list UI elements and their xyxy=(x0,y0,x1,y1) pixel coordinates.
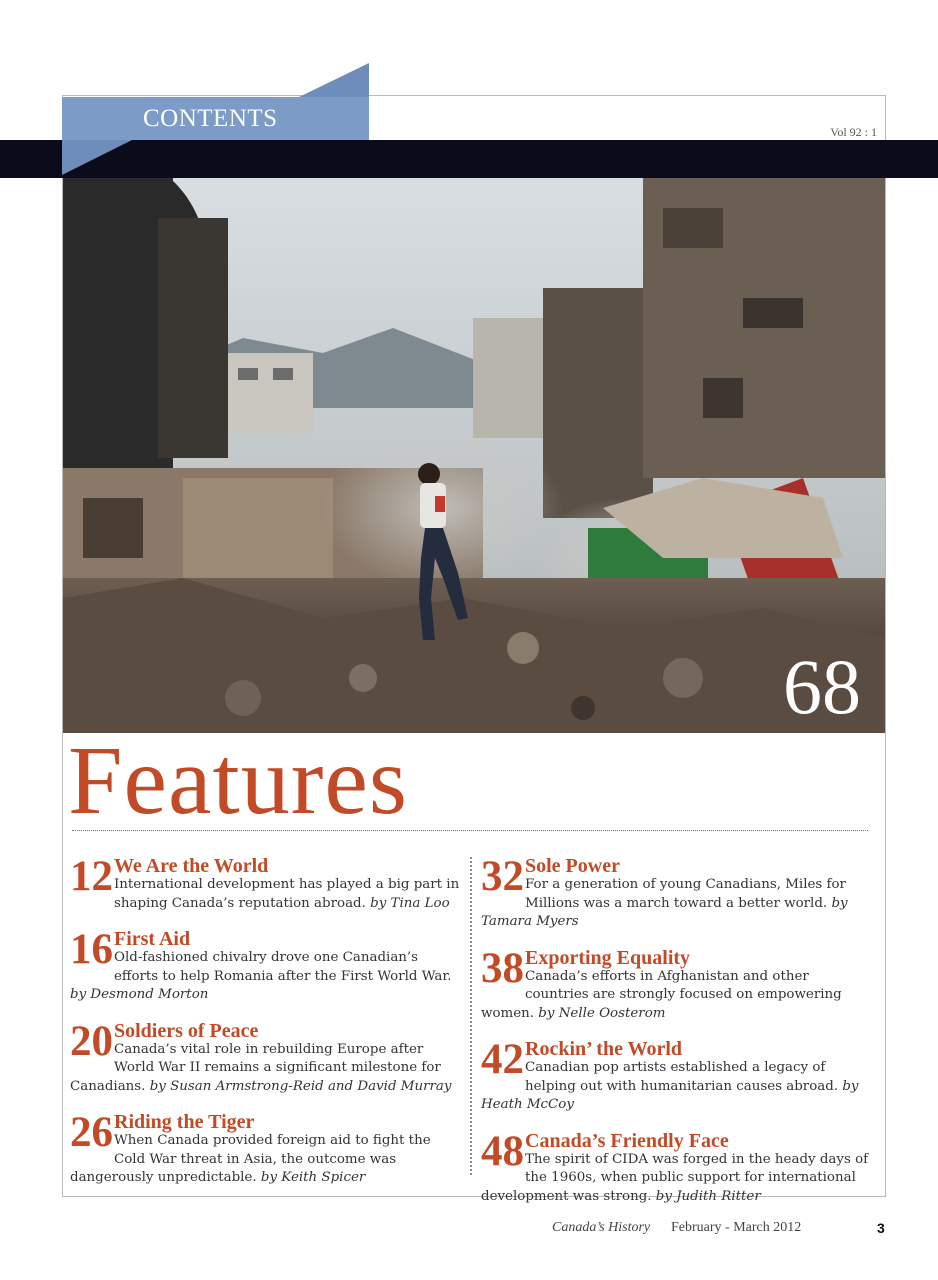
article-byline: by Tina Loo xyxy=(370,895,450,911)
feature-photo xyxy=(63,178,885,733)
article-title[interactable]: Rockin’ the World xyxy=(525,1038,683,1060)
header-bar xyxy=(0,140,938,178)
article-entry[interactable] xyxy=(481,944,871,1024)
article-entry[interactable] xyxy=(481,853,871,932)
article-byline: by Keith Spicer xyxy=(260,1170,366,1185)
article-title[interactable]: First Aid xyxy=(114,928,191,950)
article-page-number: 48 xyxy=(481,1127,524,1175)
article-byline: by Nelle Oosterom xyxy=(538,1005,666,1021)
article-page-number: 42 xyxy=(481,1036,524,1083)
article-description: Canada’s efforts in Afghanistan and other countries are strongly focused on empowering women. xyxy=(481,968,842,1021)
article-title[interactable]: Riding the Tiger xyxy=(114,1111,255,1133)
article-title[interactable]: Exporting Equality xyxy=(525,946,691,969)
footer-page-number: 3 xyxy=(877,1220,885,1236)
article-description: The spirit of CIDA was forged in the heady days of the 1960s, when public support for international development was strong. xyxy=(481,1151,869,1204)
article-entry[interactable] xyxy=(481,1036,871,1115)
footer-issue-date: February - March 2012 xyxy=(671,1220,802,1235)
left-column xyxy=(70,853,460,1188)
article-description: When Canada provided foreign aid to fight the Cold War threat in Asia, the outcome was dangerously unpredictable. xyxy=(70,1133,431,1185)
article-title[interactable]: We Are the World xyxy=(114,855,269,877)
article-byline: by Susan Armstrong-Reid and David Murray xyxy=(149,1078,452,1094)
article-entry[interactable] xyxy=(70,1017,460,1097)
tab-fold-bottom xyxy=(62,140,132,175)
article-page-number: 38 xyxy=(481,944,524,992)
article-description: Old-fashioned chivalry drove one Canadian’s efforts to help Romania after the First World War. xyxy=(114,950,452,984)
article-title[interactable]: Soldiers of Peace xyxy=(114,1019,259,1042)
article-entry[interactable] xyxy=(481,1127,871,1207)
article-description: For a generation of young Canadians, Miles for Millions was a march toward a better world. xyxy=(525,877,846,911)
article-page-number: 32 xyxy=(481,853,524,900)
article-entry[interactable] xyxy=(70,853,460,913)
article-page-number: 26 xyxy=(70,1109,113,1156)
article-byline: by Heath McCoy xyxy=(481,1078,859,1112)
article-page-number: 20 xyxy=(70,1017,113,1065)
article-page-number: 16 xyxy=(70,926,113,973)
article-description: Canada’s vital role in rebuilding Europe after World War II remains a significant milestone for Canadians. xyxy=(70,1041,441,1094)
photo-illustration xyxy=(63,178,885,733)
volume-number: Vol 92 : 1 xyxy=(830,125,877,139)
article-byline: by Judith Ritter xyxy=(655,1188,761,1204)
contents-label: CONTENTS xyxy=(62,97,369,140)
photo-page-number: 68 xyxy=(783,643,861,730)
article-entry[interactable] xyxy=(70,1109,460,1188)
column-divider xyxy=(470,857,472,1175)
article-description: Canadian pop artists established a legacy of helping out with humanitarian causes abroad. xyxy=(525,1060,839,1094)
article-title[interactable]: Sole Power xyxy=(525,855,620,877)
article-page-number: 12 xyxy=(70,853,113,900)
section-title: Features xyxy=(68,727,408,835)
footer-magazine-title: Canada’s History xyxy=(552,1220,651,1235)
article-title[interactable]: Canada’s Friendly Face xyxy=(525,1129,729,1152)
dotted-divider xyxy=(72,830,868,831)
article-byline: by Desmond Morton xyxy=(70,987,209,1002)
right-column xyxy=(481,853,871,1206)
tab-fold-top xyxy=(299,63,369,97)
article-description: International development has played a big part in shaping Canada’s reputation abroad. xyxy=(114,877,460,911)
article-entry[interactable] xyxy=(70,926,460,1005)
article-byline: by Tamara Myers xyxy=(481,895,848,929)
